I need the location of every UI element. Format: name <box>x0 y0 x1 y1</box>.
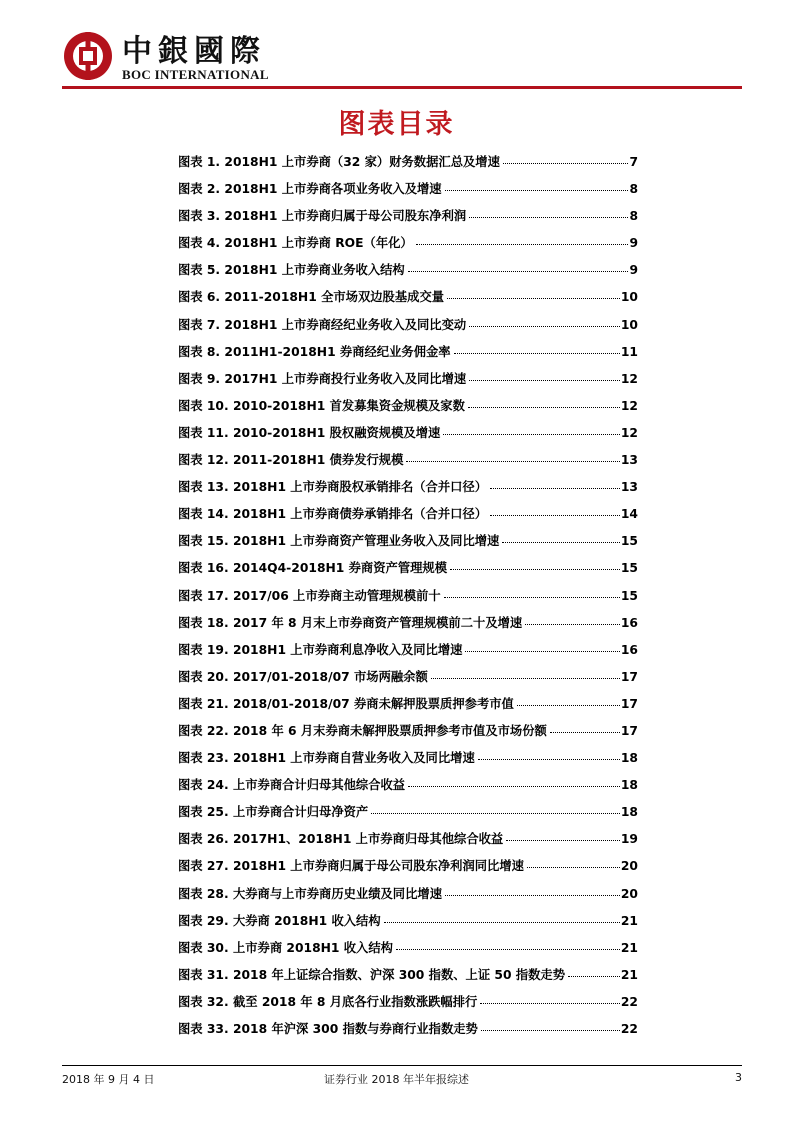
toc-entry-page[interactable]: 12 <box>620 398 638 413</box>
toc-dot-leader <box>445 189 629 191</box>
toc-entry-page[interactable]: 18 <box>620 751 638 766</box>
toc-dot-leader <box>469 325 620 327</box>
toc-entry-page[interactable]: 13 <box>620 480 638 495</box>
toc-entry-label[interactable]: 图表 30. 上市券商 2018H1 收入结构 <box>178 940 393 955</box>
toc-dot-leader <box>481 1029 620 1031</box>
toc-entry-page[interactable]: 17 <box>620 669 638 684</box>
toc-entry-page[interactable]: 20 <box>620 859 638 874</box>
toc-entry-label[interactable]: 图表 1. 2018H1 上市券商（32 家）财务数据汇总及增速 <box>178 155 500 169</box>
toc-entry-label[interactable]: 图表 28. 大券商与上市券商历史业绩及同比增速 <box>178 886 442 901</box>
toc-entry-page[interactable]: 8 <box>629 182 638 197</box>
page-title: 图表目录 <box>338 109 455 140</box>
toc-entry[interactable] <box>178 233 638 260</box>
toc-entry-label[interactable]: 图表 16. 2014Q4-2018H1 券商资产管理规模 <box>178 561 448 576</box>
footer-date: 2018 年 9 月 4 日 <box>62 1073 155 1086</box>
toc-entry-page[interactable]: 15 <box>620 561 638 576</box>
footer-report-title: 证券行业 2018 年半年报综述 <box>324 1073 469 1086</box>
toc-entry-page[interactable]: 11 <box>620 344 638 359</box>
toc-entry-label[interactable]: 图表 29. 大券商 2018H1 收入结构 <box>178 913 381 928</box>
toc-entry-label[interactable]: 图表 23. 2018H1 上市券商自营业务收入及同比增速 <box>178 751 475 766</box>
toc-entry[interactable] <box>178 721 638 748</box>
toc-entry-label[interactable]: 图表 32. 截至 2018 年 8 月底各行业指数涨跌幅排行 <box>178 994 478 1009</box>
toc-dot-leader <box>431 677 620 679</box>
toc-entry-label[interactable]: 图表 10. 2010-2018H1 首发募集资金规模及家数 <box>178 398 465 413</box>
toc-dot-leader <box>396 948 620 950</box>
toc-entry[interactable] <box>178 342 638 369</box>
toc-dot-leader <box>371 812 620 814</box>
toc-entry[interactable] <box>178 938 638 965</box>
toc-entry-label[interactable]: 图表 22. 2018 年 6 月末券商未解押股票质押参考市值及市场份额 <box>178 723 547 738</box>
toc-entry-label[interactable]: 图表 17. 2017/06 上市券商主动管理规模前十 <box>178 588 441 603</box>
toc-entry[interactable] <box>178 802 638 829</box>
toc-entry-label[interactable]: 图表 4. 2018H1 上市券商 ROE（年化） <box>178 236 413 251</box>
toc-entry[interactable] <box>178 911 638 938</box>
toc-entry-label[interactable]: 图表 26. 2017H1、2018H1 上市券商归母其他综合收益 <box>178 832 504 847</box>
toc-entry[interactable] <box>178 287 638 314</box>
toc-entry[interactable] <box>178 856 638 883</box>
toc-entry-label[interactable]: 图表 19. 2018H1 上市券商利息净收入及同比增速 <box>178 642 463 657</box>
toc-entry[interactable] <box>178 965 638 992</box>
toc-entry[interactable] <box>178 423 638 450</box>
table-of-figures <box>178 152 638 1046</box>
toc-entry-label[interactable]: 图表 5. 2018H1 上市券商业务收入结构 <box>178 263 405 278</box>
toc-dot-leader <box>408 270 629 272</box>
toc-entry[interactable] <box>178 477 638 504</box>
toc-dot-leader <box>506 839 620 841</box>
toc-entry-page[interactable]: 7 <box>629 155 638 169</box>
toc-dot-leader <box>568 975 620 977</box>
toc-entry-page[interactable]: 20 <box>620 886 638 901</box>
toc-entry-page[interactable]: 22 <box>620 1022 638 1036</box>
toc-entry-label[interactable]: 图表 8. 2011H1-2018H1 券商经纪业务佣金率 <box>178 344 451 359</box>
toc-entry-label[interactable]: 图表 6. 2011-2018H1 全市场双边股基成交量 <box>178 290 445 305</box>
toc-dot-leader <box>468 406 620 408</box>
toc-entry[interactable] <box>178 396 638 423</box>
toc-entry[interactable] <box>178 1019 638 1046</box>
toc-dot-leader <box>454 352 620 354</box>
toc-dot-leader <box>525 623 620 625</box>
toc-entry-page[interactable]: 8 <box>629 209 638 224</box>
toc-entry-label[interactable]: 图表 9. 2017H1 上市券商投行业务收入及同比增速 <box>178 371 467 386</box>
toc-entry[interactable] <box>178 179 638 206</box>
toc-entry[interactable] <box>178 748 638 775</box>
toc-entry-page[interactable]: 21 <box>620 967 638 982</box>
toc-entry-page[interactable]: 15 <box>620 588 638 603</box>
logo-chinese-name: 中銀國際 <box>122 34 266 69</box>
toc-entry-page[interactable]: 18 <box>620 805 638 820</box>
toc-entry-page[interactable]: 12 <box>620 425 638 440</box>
toc-dot-leader <box>465 650 619 652</box>
toc-dot-leader <box>445 894 620 896</box>
toc-dot-leader <box>469 216 628 218</box>
toc-dot-leader <box>450 568 620 570</box>
toc-entry-page[interactable]: 9 <box>629 263 638 278</box>
toc-entry-label[interactable]: 图表 3. 2018H1 上市券商归属于母公司股东净利润 <box>178 209 467 224</box>
toc-entry[interactable] <box>178 558 638 585</box>
toc-entry[interactable] <box>178 884 638 911</box>
toc-entry-page[interactable]: 9 <box>629 236 638 251</box>
toc-entry[interactable] <box>178 152 638 179</box>
toc-dot-leader <box>478 758 620 760</box>
toc-entry-label[interactable]: 图表 13. 2018H1 上市券商股权承销排名（合并口径） <box>178 480 488 495</box>
toc-entry[interactable] <box>178 613 638 640</box>
footer-divider <box>62 1065 742 1066</box>
toc-entry-label[interactable]: 图表 12. 2011-2018H1 债券发行规模 <box>178 453 404 468</box>
page-header <box>0 0 793 100</box>
toc-dot-leader <box>490 514 620 516</box>
toc-entry-page[interactable]: 21 <box>620 940 638 955</box>
toc-entry-label[interactable]: 图表 24. 上市券商合计归母其他综合收益 <box>178 778 406 793</box>
toc-entry[interactable] <box>178 640 638 667</box>
header-divider <box>62 86 742 89</box>
toc-entry[interactable] <box>178 667 638 694</box>
toc-entry-label[interactable]: 图表 11. 2010-2018H1 股权融资规模及增速 <box>178 425 441 440</box>
toc-entry-label[interactable]: 图表 7. 2018H1 上市券商经纪业务收入及同比变动 <box>178 317 467 332</box>
toc-entry-page[interactable]: 18 <box>620 778 638 793</box>
toc-entry[interactable] <box>178 775 638 802</box>
toc-dot-leader <box>408 785 620 787</box>
toc-entry-page[interactable]: 13 <box>620 453 638 468</box>
toc-entry[interactable] <box>178 260 638 287</box>
toc-entry-page[interactable]: 12 <box>620 371 638 386</box>
toc-entry[interactable] <box>178 369 638 396</box>
toc-entry[interactable] <box>178 829 638 856</box>
toc-entry-page[interactable]: 21 <box>620 913 638 928</box>
toc-dot-leader <box>550 731 620 733</box>
toc-entry-label[interactable]: 图表 18. 2017 年 8 月末上市券商资产管理规模前二十及增速 <box>178 615 523 630</box>
toc-entry[interactable] <box>178 504 638 531</box>
toc-dot-leader <box>444 596 620 598</box>
toc-dot-leader <box>480 1002 620 1004</box>
toc-entry-page[interactable]: 22 <box>620 994 638 1009</box>
toc-entry-page[interactable]: 17 <box>620 723 638 738</box>
toc-dot-leader <box>406 460 619 462</box>
toc-dot-leader <box>503 162 629 164</box>
toc-entry-label[interactable]: 图表 33. 2018 年沪深 300 指数与券商行业指数走势 <box>178 1022 478 1036</box>
toc-entry-label[interactable]: 图表 21. 2018/01-2018/07 券商未解押股票质押参考市值 <box>178 696 514 711</box>
toc-entry-page[interactable]: 16 <box>620 642 638 657</box>
toc-dot-leader <box>384 921 620 923</box>
toc-entry[interactable] <box>178 531 638 558</box>
toc-dot-leader <box>469 379 620 381</box>
footer-page-number: 3 <box>735 1071 742 1084</box>
toc-entry-label[interactable]: 图表 27. 2018H1 上市券商归属于母公司股东净利润同比增速 <box>178 859 524 874</box>
toc-entry-label[interactable]: 图表 20. 2017/01-2018/07 市场两融余额 <box>178 669 428 684</box>
toc-entry-label[interactable]: 图表 14. 2018H1 上市券商债券承销排名（合并口径） <box>178 507 488 522</box>
toc-dot-leader <box>490 487 620 489</box>
toc-entry-page[interactable]: 10 <box>620 317 638 332</box>
toc-dot-leader <box>443 433 620 435</box>
toc-entry-label[interactable]: 图表 2. 2018H1 上市券商各项业务收入及增速 <box>178 182 442 197</box>
toc-entry-page[interactable]: 10 <box>620 290 638 305</box>
toc-entry[interactable] <box>178 315 638 342</box>
toc-entry[interactable] <box>178 450 638 477</box>
toc-entry[interactable] <box>178 992 638 1019</box>
toc-entry-label[interactable]: 图表 25. 上市券商合计归母净资产 <box>178 805 369 820</box>
toc-entry-page[interactable]: 15 <box>620 534 638 549</box>
toc-entry-page[interactable]: 14 <box>620 507 638 522</box>
toc-entry-page[interactable]: 19 <box>620 832 638 847</box>
toc-entry[interactable] <box>178 206 638 233</box>
toc-dot-leader <box>416 243 629 245</box>
toc-entry[interactable] <box>178 694 638 721</box>
toc-entry-label[interactable]: 图表 15. 2018H1 上市券商资产管理业务收入及同比增速 <box>178 534 500 549</box>
toc-entry-page[interactable]: 16 <box>620 615 638 630</box>
logo-english-name: BOC INTERNATIONAL <box>122 67 269 82</box>
toc-entry-label[interactable]: 图表 31. 2018 年上证综合指数、沪深 300 指数、上证 50 指数走势 <box>178 967 565 982</box>
toc-entry-page[interactable]: 17 <box>620 696 638 711</box>
toc-entry[interactable] <box>178 586 638 613</box>
toc-dot-leader <box>502 541 620 543</box>
toc-dot-leader <box>447 297 620 299</box>
toc-dot-leader <box>517 704 620 706</box>
toc-dot-leader <box>527 866 620 868</box>
boc-logo-icon <box>62 30 114 82</box>
